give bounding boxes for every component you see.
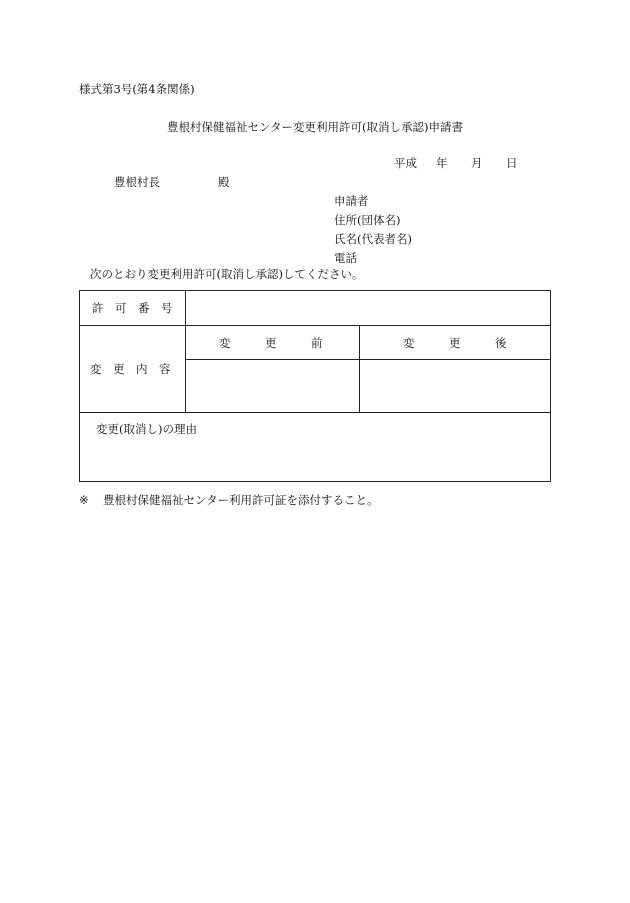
row-divider-permit — [80, 325, 550, 326]
row-divider-header — [185, 359, 550, 360]
applicant-address-field: 住所(団体名) — [334, 213, 401, 227]
change-content-label: 変 更 内 容 — [90, 362, 171, 376]
row-divider-reason — [80, 412, 550, 413]
applicant-phone-field: 電話 — [334, 251, 357, 265]
applicant-name-field: 氏名(代表者名) — [334, 232, 412, 246]
col-divider-label — [185, 291, 186, 412]
footnote-mark: ※ — [79, 493, 89, 507]
applicant-block — [334, 194, 412, 270]
date-line — [394, 156, 518, 170]
permit-number-label: 許 可 番 号 — [92, 301, 173, 315]
applicant-label: 申請者 — [334, 194, 369, 208]
reason-label: 変更(取消し)の理由 — [96, 422, 197, 436]
footnote — [79, 493, 379, 507]
application-table — [79, 290, 551, 482]
document-title: 豊根村保健福祉センター変更利用許可(取消し承認)申請書 — [166, 120, 463, 134]
date-day: 日 — [506, 156, 518, 170]
date-year: 年 — [436, 156, 448, 170]
footnote-text: 豊根村保健福祉センター利用許可証を添付すること。 — [103, 493, 379, 507]
date-era: 平成 — [394, 156, 417, 170]
after-change-header: 変 更 後 — [403, 336, 507, 350]
form-number: 様式第3号(第4条関係) — [79, 82, 195, 96]
col-divider-before-after — [359, 325, 360, 412]
date-month: 月 — [471, 156, 483, 170]
before-change-header: 変 更 前 — [219, 336, 323, 350]
request-text: 次のとおり変更利用許可(取消し承認)してください。 — [90, 267, 364, 281]
addressee-honorific: 殿 — [218, 175, 230, 189]
addressee-name: 豊根村長 — [114, 175, 160, 189]
addressee — [114, 175, 230, 189]
